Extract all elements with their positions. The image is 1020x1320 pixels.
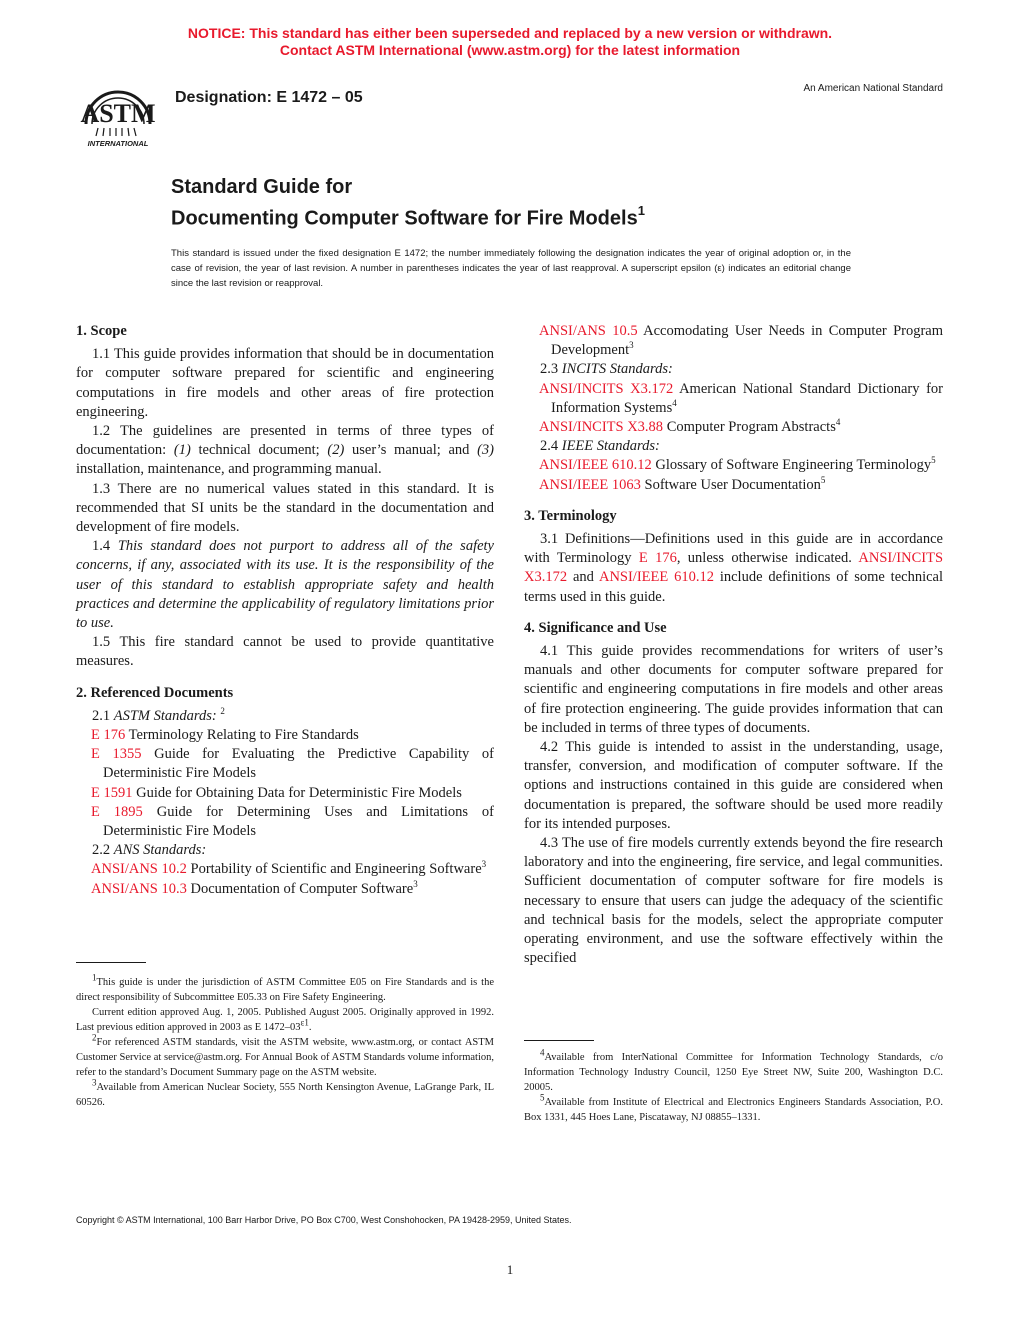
astm-logo	[76, 76, 160, 148]
copyright: Copyright © ASTM International, 100 Barr Harbor Drive, PO Box C700, West Conshohocken, PA 19428-2959, United States.	[76, 1215, 572, 1225]
para-1-4: 1.4 This standard does not purport to address all of the safety concerns, if any, associated with its use. It is the responsibility of the user of this standard to establish appropriate safety and health practices and determine the applicability of regulatory limitations prior to use.	[76, 538, 494, 632]
ref-link-e176[interactable]: E 176	[638, 550, 677, 567]
ref-e1355[interactable]: E 1355 Guide for Evaluating the Predictive Capability of Deterministic Fire Models	[91, 746, 494, 782]
ref-link[interactable]: ANSI/ANS 10.3	[91, 880, 187, 897]
ref-e1895[interactable]: E 1895 Guide for Determining Uses and Limitations of Deterministic Fire Models	[91, 803, 494, 840]
incits-standards-subhead: 2.3 INCITS Standards:	[540, 361, 673, 378]
withdrawal-notice	[0, 25, 1020, 59]
notice-line-2: Contact ASTM International (www.astm.org) for the latest information	[279, 42, 741, 58]
right-column	[524, 322, 943, 969]
para-1-5: 1.5 This fire standard cannot be used to provide quantitative measures.	[76, 634, 494, 670]
astm-logo-icon	[76, 76, 160, 148]
page-number: 1	[506, 1262, 514, 1277]
left-column	[76, 322, 494, 899]
astm-standards-subhead: 2.1 ASTM Standards: $^2$	[92, 706, 225, 724]
ref-e1591[interactable]: E 1591 Guide for Obtaining Data for Deterministic Fire Models	[91, 784, 462, 801]
para-4-1: 4.1 This guide provides recommendations for writers of user’s manuals and other documents for computer software prepared for scientific and engineering computations in fire models and other areas of fire protection engineering. The guide provides information that can be included in terms of three types of documents.	[524, 643, 943, 736]
ref-link[interactable]: ANSI/ANS 10.5	[539, 323, 638, 339]
section-2-heading: 2. Referenced Documents	[76, 684, 234, 701]
ref-ans-10-2[interactable]: ANSI/ANS 10.2 Portability of Scientific and Engineering Software$^3$	[91, 859, 487, 878]
para-4-3: 4.3 The use of fire models currently extends beyond the fire research laboratory and into the engineering, fire service, and legal communities. Sufficient documentation of computer software for fire models is necessary to ensure that users can judge the adequacy of the scientific and technical basis for the models, select the appropriate computer operating environment, and use the software effectively within the specified	[524, 835, 943, 967]
footnote-3: 3Available from American Nuclear Society, 555 North Kensington Avenue, LaGrange Park, IL 60526.	[76, 1077, 494, 1108]
issued-statement: This standard is issued under the fixed designation E 1472; the number immediately following the designation indicates the year of original adoption or, in the case of revision, the year of last revision. A number in parentheses indicates the year of last reapproval. A superscript epsilon (ε) indicates an editorial change since the last revision or reapproval.	[171, 248, 851, 289]
footnote-1-edition: Current edition approved Aug. 1, 2005. Published August 2005. Originally approved in 1992. Last previous edition approved in 2003 as E 1472–03ε1.	[76, 1007, 494, 1033]
ref-link[interactable]: E 1895	[91, 803, 143, 820]
left-footnotes	[76, 972, 494, 1110]
ans-standards-subhead: 2.2 ANS Standards:	[92, 842, 207, 859]
section-1-heading: 1. Scope	[76, 323, 127, 339]
footnote-1: 1This guide is under the jurisdiction of ASTM Committee E05 on Fire Standards and is the direct responsibility of Subcommittee E05.33 on Fire Safety Engineering.	[76, 972, 494, 1003]
ieee-standards-subhead: 2.4 IEEE Standards:	[540, 438, 660, 455]
ref-ans-10-3[interactable]: ANSI/ANS 10.3 Documentation of Computer Software$^3$	[91, 878, 418, 897]
para-1-1: 1.1 This guide provides information that should be in documentation for computer software prepared for scientific and engineering computations in fire models and other areas of fire protection engineering.	[76, 346, 494, 420]
ref-link[interactable]: ANSI/IEEE 1063	[539, 476, 641, 493]
title-line-1: Standard Guide for	[171, 176, 353, 198]
section-4-heading: 4. Significance and Use	[524, 619, 667, 636]
notice-line-1: NOTICE: This standard has either been superseded and replaced by a new version or withdrawn.	[187, 25, 833, 41]
title-line-2	[171, 200, 645, 232]
ref-link[interactable]: ANSI/INCITS X3.88	[539, 419, 664, 436]
document-title	[171, 174, 645, 232]
ref-e176[interactable]: E 176 Terminology Relating to Fire Standards	[91, 727, 359, 744]
ref-link[interactable]: E 1355	[91, 746, 142, 763]
designation: Designation: E 1472 – 05	[175, 89, 363, 106]
para-3-1: 3.1 Definitions—Definitions used in this guide are in accordance with Terminology E 176, unless otherwise indicated. ANSI/INCITS X3.172 and ANSI/IEEE 610.12 include definitions of some technical terms used in this guide.	[524, 531, 944, 605]
para-1-3: 1.3 There are no numerical values stated in this standard. It is recommended that SI units be the standard in the documentation and development of fire models.	[76, 480, 494, 536]
ref-link[interactable]: E 1591	[91, 784, 133, 801]
footnote-2: 2For referenced ASTM standards, visit the ASTM website, www.astm.org, or contact ASTM Customer Service at service@astm.org. For Annual Book of ASTM Standards volume information, refer to the standard’s Document Summary page on the ASTM website.	[76, 1032, 494, 1078]
right-footnotes	[524, 1047, 943, 1125]
logo-letters: ASTM	[80, 99, 156, 128]
ref-ieee-610-12[interactable]: ANSI/IEEE 610.12 Glossary of Software Engineering Terminology$^5$	[539, 455, 936, 474]
para-4-2: 4.2 This guide is intended to assist in the understanding, usage, transfer, conversion, and modification of computer software. If the options and instructions contained in this guide are considered when documentation is prepared, the software should be used more readily for its intended purposes.	[524, 739, 943, 832]
ref-link-incits[interactable]: ANSI/INCITS X3.172	[524, 550, 944, 586]
american-national-standard: An American National Standard	[803, 83, 943, 94]
logo-subtitle: INTERNATIONAL	[87, 139, 149, 148]
para-1-2: 1.2 The guidelines are presented in terms of three types of documentation: (1) technical document; (2) user’s manual; and (3) installation, maintenance, and programming manual.	[76, 423, 494, 478]
ref-link[interactable]: E 176	[91, 727, 126, 744]
ref-incits-x3-172[interactable]: ANSI/INCITS X3.172 American National Standard Dictionary for Information Systems$^4$	[539, 380, 943, 416]
ref-link[interactable]: ANSI/IEEE 610.12	[539, 457, 652, 474]
footnote-rule-left	[76, 962, 146, 963]
ref-link[interactable]: ANSI/INCITS X3.172	[539, 380, 674, 397]
footnote-rule-right	[524, 1040, 594, 1041]
ref-link-ieee[interactable]: ANSI/IEEE 610.12	[598, 569, 714, 586]
ref-link[interactable]: ANSI/ANS 10.2	[91, 861, 187, 878]
footnote-4: 4Available from InterNational Committee for Information Technology Standards, c/o Information Technology Industry Council, 1250 Eye Street NW, Suite 200, Washington D.C. 20005.	[524, 1047, 943, 1093]
footnote-5: 5Available from Institute of Electrical and Electronics Engineers Standards Association, P.O. Box 1331, 445 Hoes Lane, Piscataway, NJ 08855–1331.	[524, 1092, 943, 1123]
ref-incits-x3-88[interactable]: ANSI/INCITS X3.88 Computer Program Abstracts$^4$	[539, 417, 841, 436]
title-text: Documenting Computer Software for Fire Models	[171, 207, 638, 230]
title-footnote-ref: 1	[637, 203, 645, 218]
section-3-heading: 3. Terminology	[524, 507, 617, 524]
ref-ans-10-5[interactable]: ANSI/ANS 10.5 Accomodating User Needs in Computer Program Development$^3$	[539, 323, 944, 359]
ref-ieee-1063[interactable]: ANSI/IEEE 1063 Software User Documentation$^5$	[539, 474, 826, 493]
